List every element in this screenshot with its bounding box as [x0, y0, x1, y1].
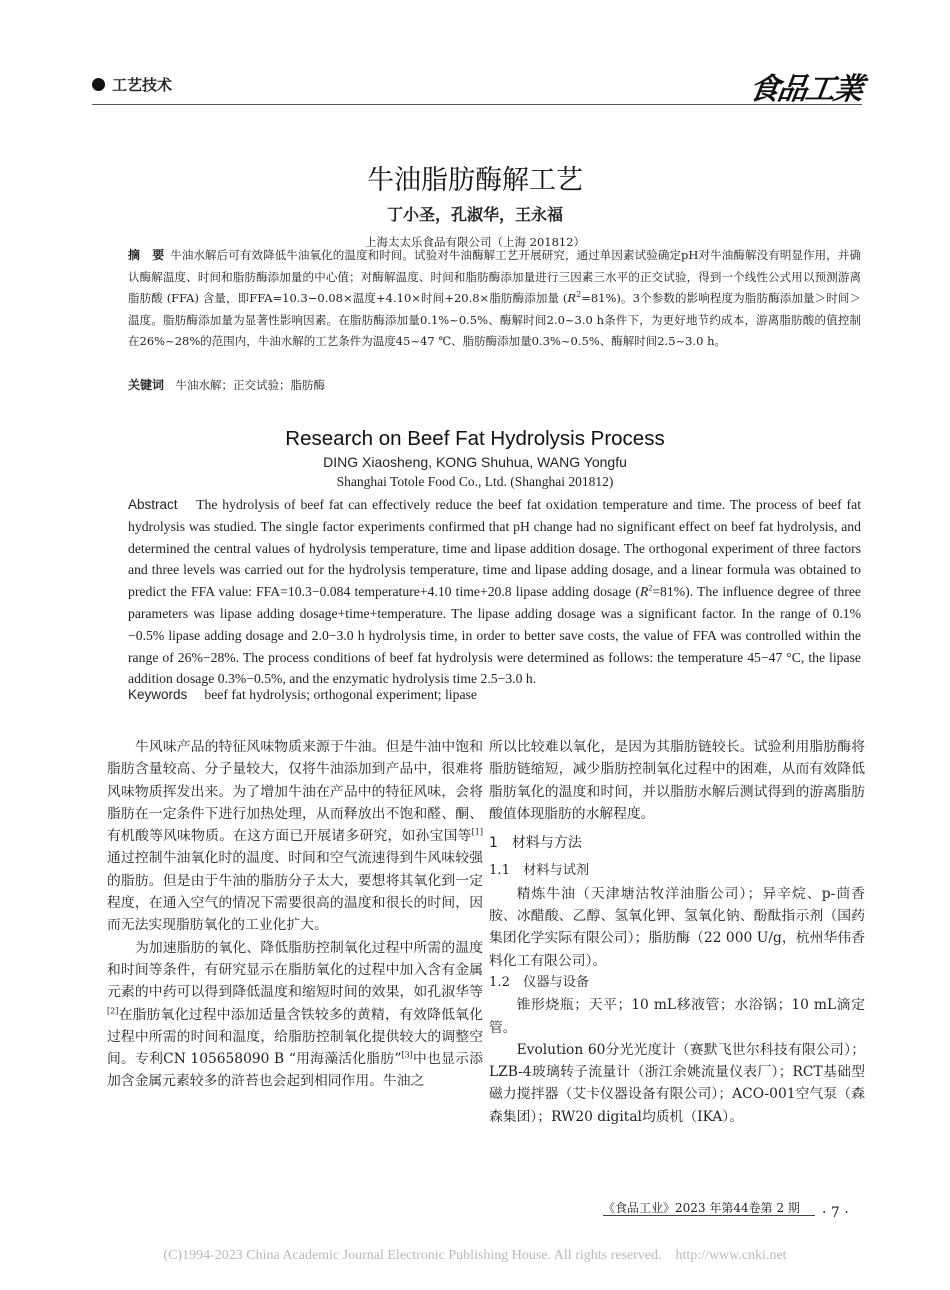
body-text: 中也显示添加含金属元素较多的浒苔也会起到相同作用。牛油之 — [107, 1051, 483, 1090]
en-abstract-text-2: =81%). The influence degree of three parameters was lipase adding dosage+time+temperature. The lipase adding dosage was a significant factor. In the range of 0.1%−0.5% lipase adding dosage and 2.0−3.0 h hydrolysis time, in order to better save costs, the value of FFA was controlled within the range of 26%−28%. The process conditions of beef fat hydrolysis were determined as follows: the temperature 45−47 °C, the lipase addition dosage 0.3%−0.5%, and the enzymatic hydrolysis time 2.5−3.0 h. — [128, 584, 861, 687]
header-rule — [92, 104, 862, 105]
body-left-column — [107, 736, 483, 1093]
copyright-notice: (C)1994-2023 China Academic Journal Electronic Publishing House. All rights reserved. http://www.cnki.net — [163, 1248, 787, 1263]
en-abstract-r: R — [639, 584, 649, 600]
body-text: 牛风味产品的特征风味物质来源于牛油。但是牛油中饱和脂肪含量较高、分子量较大，仅将牛油添加到产品中，很难将风味物质挥发出来。为了增加牛油在产品中的特征风味，会将脂肪在一定条件下进行加热处理，从而释放出不饱和醛、酮、有机酸等风味物质。在这方面已开展诸多研究，如孙宝国等 — [107, 739, 483, 845]
body-text: 在脂肪氧化过程中添加适量含铁较多的黄精，有效降低氧化过程中所需的时间和温度，给脂肪控制氧化提供较大的调整空间。专利CN 105658090 B “用海藻活化脂肪” — [107, 1006, 483, 1068]
cn-abstract-r: R — [567, 291, 577, 306]
citation-ref: [2] — [107, 1005, 119, 1015]
cn-abstract-text-1: 牛油水解后可有效降低牛油氧化的温度和时间。试验对牛油酶解工艺开展研究，通过单因素试验确定pH对牛油酶解没有明显作用，并确认酶解温度、时间和脂肪酶添加量的中心值；对酶解温度、时间和脂肪酶添加量进行三因素三水平的正交试验，得到一个线性公式用以预测游离脂肪酸 (FFA) 含量，即FFA=10.3−0.08×温度+4.10×时间+20.8×脂肪酶添加量 ( — [128, 248, 861, 306]
section-header — [92, 74, 172, 95]
section-heading: 1 材料与方法 — [489, 835, 582, 852]
body-paragraph — [107, 736, 483, 937]
body-paragraph: 所以比较难以氧化，是因为其脂肪链较长。试验利用脂肪酶将脂肪链缩短，减少脂肪控制氧化过程中的困难，从而有效降低脂肪氧化的温度和时间，并以脂肪水解后测试得到的游离脂肪酸值体现脂肪的水解程度。 — [489, 739, 865, 822]
subsection-heading: 1.1 材料与试剂 — [489, 863, 590, 879]
cn-affiliation: 上海太太乐食品有限公司（上海 201812） — [364, 235, 586, 249]
cn-abstract-label: 摘 要 — [128, 248, 165, 262]
en-title: Research on Beef Fat Hydrolysis Process — [285, 427, 665, 450]
cn-abstract-sup: 2 — [576, 290, 582, 300]
cn-keywords-text: 牛油水解；正交试验；脂肪酶 — [175, 378, 326, 392]
body-text: 为加速脂肪的氧化、降低脂肪控制氧化过程中所需的温度和时间等条件，有研究显示在脂肪氧化的过程中加入含有金属元素的中药可以得到降低温度和缩短时间的效果，如孔淑华等 — [107, 939, 483, 1001]
cn-title: 牛油脂肪酶解工艺 — [367, 165, 583, 196]
en-keywords — [128, 684, 861, 706]
en-keywords-label: Keywords — [128, 687, 188, 702]
body-paragraph: 精炼牛油（天津塘沽牧洋油脂公司）；异辛烷、p-茴香胺、冰醋酸、乙醇、氢氧化钾、氢氧化钠、酚酞指示剂（国药集团化学实际有限公司）；脂肪酶（22 000 U/g，杭州华伟香料化工有限公司）。 — [489, 885, 865, 969]
footer-journal: 《食品工业》2023 年第44卷第 2 期 — [603, 1201, 800, 1215]
en-authors: DING Xiaosheng, KONG Shuhua, WANG Yongfu — [323, 454, 627, 470]
body-paragraph: 锥形烧瓶；天平；10 mL移液管；水浴锅；10 mL滴定管。 — [489, 997, 865, 1036]
body-paragraph: Evolution 60分光光度计（赛默飞世尔科技有限公司）；LZB-4玻璃转子流量计（浙江余姚流量仪表厂）；RCT基础型磁力搅拌器（艾卡仪器设备有限公司）；ACO-001空气泵（森森集团）；RW20 digital均质机（IKA）。 — [489, 1041, 865, 1125]
en-abstract-sup: 2 — [648, 583, 653, 593]
citation-ref: [3] — [401, 1050, 413, 1060]
cn-keywords — [128, 375, 861, 397]
body-right-column — [489, 736, 865, 1128]
en-keywords-text: beef fat hydrolysis; orthogonal experiment; lipase — [204, 687, 477, 702]
journal-logo: 食品工業 — [747, 72, 864, 107]
en-abstract-text-1: The hydrolysis of beef fat can effectively reduce the beef fat oxidation temperature and time. The process of beef fat hydrolysis was studied. The single factor experiments confirmed that pH change had no significant effect on beef fat hydrolysis, and determined the central values of hydrolysis temperature, time and lipase addition dosage. The orthogonal experiment of three factors and three levels was carried out for the hydrolysis temperature, time and lipase adding dosage, and a linear formula was obtained to predict the FFA value: FFA=10.3−0.084 temperature+4.10 time+20.8 lipase adding dosage ( — [128, 497, 861, 600]
page-number: · 7 · — [822, 1205, 849, 1221]
cn-abstract — [128, 245, 861, 353]
cn-authors: 丁小圣，孔淑华，王永福 — [386, 205, 563, 224]
cn-abstract-text-2: =81%)。3个参数的影响程度为脂肪酶添加量＞时间＞温度。脂肪酶添加量为显著性影响因素。在脂肪酶添加量0.1%~0.5%、酶解时间2.0~3.0 h条件下，为更好地节约成本，游离脂肪酸的值控制在26%~28%的范围内，牛油水解的工艺条件为温度45~47 ℃、脂肪酶添加量0.3%~0.5%、酶解时间2.5~3.0 h。 — [128, 291, 862, 349]
citation-ref: [1] — [471, 827, 483, 837]
cn-keywords-label: 关键词 — [128, 378, 165, 392]
en-affiliation: Shanghai Totole Food Co., Ltd. (Shanghai 201812) — [336, 474, 614, 489]
en-abstract — [128, 494, 861, 690]
footer-rule — [603, 1215, 815, 1216]
body-text: 通过控制牛油氧化时的温度、时间和空气流速得到牛风味较强的脂肪。但是由于牛油的脂肪分子太大，要想将其氧化到一定程度，在通入空气的情况下需要很高的温度和很长的时间，因而无法实现脂肪氧化的工业化扩大。 — [107, 850, 483, 934]
section-label: 工艺技术 — [112, 76, 173, 94]
body-paragraph — [107, 937, 483, 1093]
bullet-dot-icon — [92, 78, 105, 91]
en-abstract-label: Abstract — [128, 497, 178, 512]
subsection-heading: 1.2 仪器与设备 — [489, 974, 590, 990]
